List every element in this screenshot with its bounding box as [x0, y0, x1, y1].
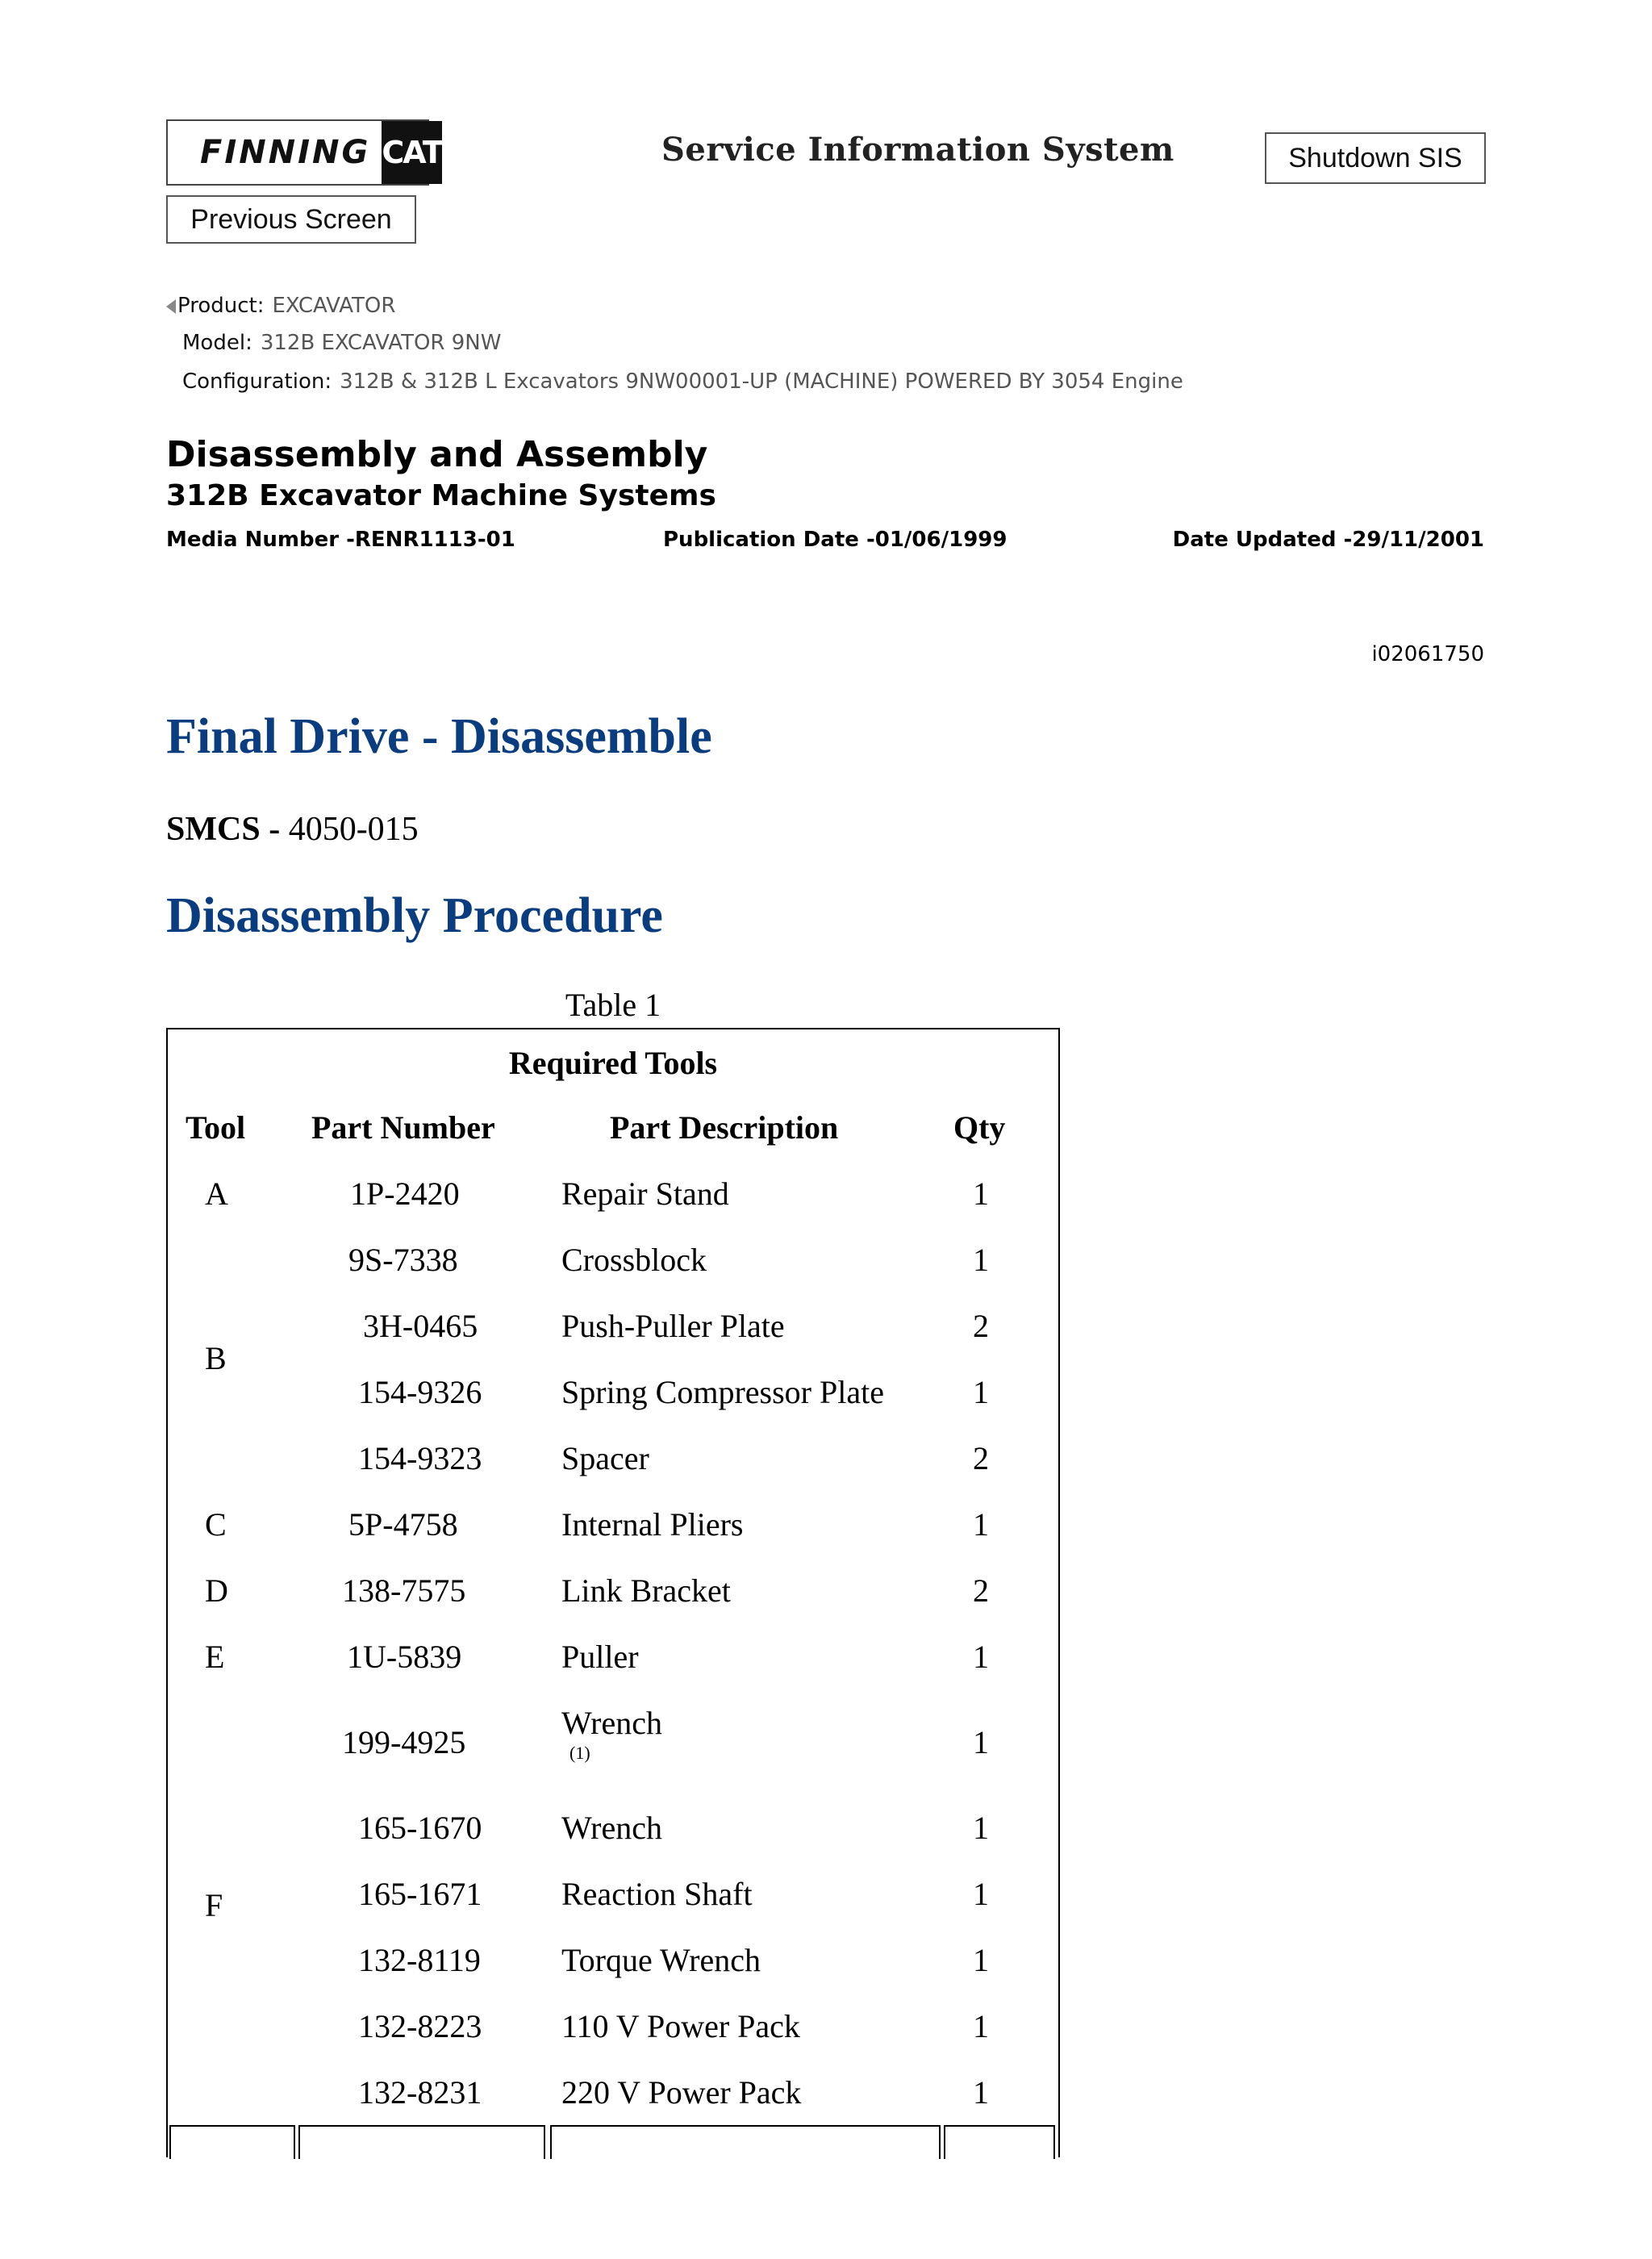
part-number: 9S-7338: [348, 1242, 458, 1278]
tool-letter-f: F: [205, 1887, 223, 1923]
doc-subtitle: 312B Excavator Machine Systems: [166, 479, 716, 512]
part-description: 110 V Power Pack: [561, 2008, 800, 2044]
footnote-reference[interactable]: (1): [569, 1743, 590, 1763]
header-qty: Qty: [953, 1109, 1006, 1146]
table-continuation-cell: [550, 2125, 941, 2159]
smcs-label: SMCS -: [166, 811, 281, 848]
part-number: 132-8119: [358, 1942, 481, 1978]
model-line: [182, 331, 501, 355]
part-qty: 1: [973, 1639, 989, 1675]
finning-cat-logo: [166, 119, 442, 186]
part-qty: 1: [973, 1810, 989, 1846]
part-qty: 1: [973, 1724, 989, 1760]
part-qty: 2: [973, 1572, 989, 1609]
part-number: 154-9323: [358, 1440, 482, 1476]
smcs-line: [166, 810, 419, 849]
part-qty: 1: [973, 1942, 989, 1978]
part-number: 3H-0465: [363, 1308, 478, 1344]
back-arrow-icon[interactable]: [166, 299, 176, 314]
configuration-value: 312B & 312B L Excavators 9NW00001-UP (MACHINE) POWERED BY 3054 Engine: [340, 370, 1183, 394]
cat-logo: CAT: [382, 121, 441, 184]
previous-screen-button[interactable]: Previous Screen: [166, 195, 416, 244]
product-label: Product:: [177, 294, 265, 318]
product-value: EXCAVATOR: [272, 294, 396, 318]
part-number: 132-8231: [358, 2074, 482, 2111]
part-qty: 2: [973, 1308, 989, 1344]
part-description: Spring Compressor Plate: [561, 1374, 884, 1410]
part-description: Internal Pliers: [561, 1506, 744, 1543]
part-description: Crossblock: [561, 1242, 707, 1278]
part-qty: 1: [973, 2074, 989, 2111]
header-tool: Tool: [186, 1109, 246, 1146]
required-tools-table: [166, 1028, 1060, 2157]
part-qty: 1: [973, 1876, 989, 1912]
model-value: 312B EXCAVATOR 9NW: [260, 331, 502, 355]
tool-letter-d: D: [205, 1572, 228, 1609]
sis-title: Service Information System: [661, 131, 1174, 169]
part-number: 5P-4758: [348, 1506, 458, 1543]
header-part-number: Part Number: [311, 1109, 495, 1146]
doc-title: Disassembly and Assembly: [166, 434, 708, 475]
table-caption: Table 1: [565, 987, 661, 1023]
section-heading: Disassembly Procedure: [166, 888, 663, 943]
part-number: 199-4925: [342, 1724, 466, 1760]
part-number: 154-9326: [358, 1374, 482, 1410]
part-number: 165-1671: [358, 1876, 482, 1912]
part-description: 220 V Power Pack: [561, 2074, 802, 2111]
part-description: Repair Stand: [561, 1175, 729, 1212]
table-continuation-cell: [944, 2125, 1055, 2159]
header-part-description: Part Description: [610, 1109, 839, 1146]
part-description: Reaction Shaft: [561, 1876, 753, 1912]
doc-id: i02061750: [1371, 642, 1484, 666]
part-description: Push-Puller Plate: [561, 1308, 785, 1344]
table-continuation-cell: [298, 2125, 545, 2159]
tool-letter-e: E: [205, 1639, 225, 1675]
part-qty: 2: [973, 1440, 989, 1476]
part-qty: 1: [973, 2008, 989, 2044]
part-number: 165-1670: [358, 1810, 482, 1846]
configuration-label: Configuration:: [182, 370, 332, 394]
date-updated: Date Updated -29/11/2001: [1172, 528, 1484, 552]
tool-letter-a: A: [205, 1175, 228, 1212]
part-description: Spacer: [561, 1440, 649, 1476]
part-qty: 1: [973, 1242, 989, 1278]
part-description: Wrench: [561, 1810, 662, 1846]
product-line: [166, 294, 395, 318]
smcs-value: 4050-015: [288, 811, 419, 848]
table-continuation-cell: [169, 2125, 295, 2159]
part-qty: 1: [973, 1374, 989, 1410]
tool-letter-b: B: [205, 1340, 227, 1376]
part-number: 138-7575: [342, 1572, 466, 1609]
part-description: Torque Wrench: [561, 1942, 761, 1978]
publication-date: Publication Date -01/06/1999: [663, 528, 1007, 552]
tool-letter-c: C: [205, 1506, 227, 1543]
part-number: 132-8223: [358, 2008, 482, 2044]
page-heading: Final Drive - Disassemble: [166, 709, 712, 764]
part-number: 1U-5839: [347, 1639, 462, 1675]
shutdown-sis-button[interactable]: Shutdown SIS: [1265, 132, 1486, 184]
part-description: Wrench: [561, 1705, 662, 1741]
configuration-line: [182, 370, 1183, 394]
model-label: Model:: [182, 331, 252, 355]
finning-logo-text: FINNING: [200, 134, 371, 171]
part-description: Puller: [561, 1639, 639, 1675]
part-number: 1P-2420: [350, 1175, 460, 1212]
part-qty: 1: [973, 1506, 989, 1543]
part-description: Link Bracket: [561, 1572, 731, 1609]
table-title: Required Tools: [508, 1045, 718, 1081]
media-number: Media Number -RENR1113-01: [166, 528, 515, 552]
part-qty: 1: [973, 1175, 989, 1212]
